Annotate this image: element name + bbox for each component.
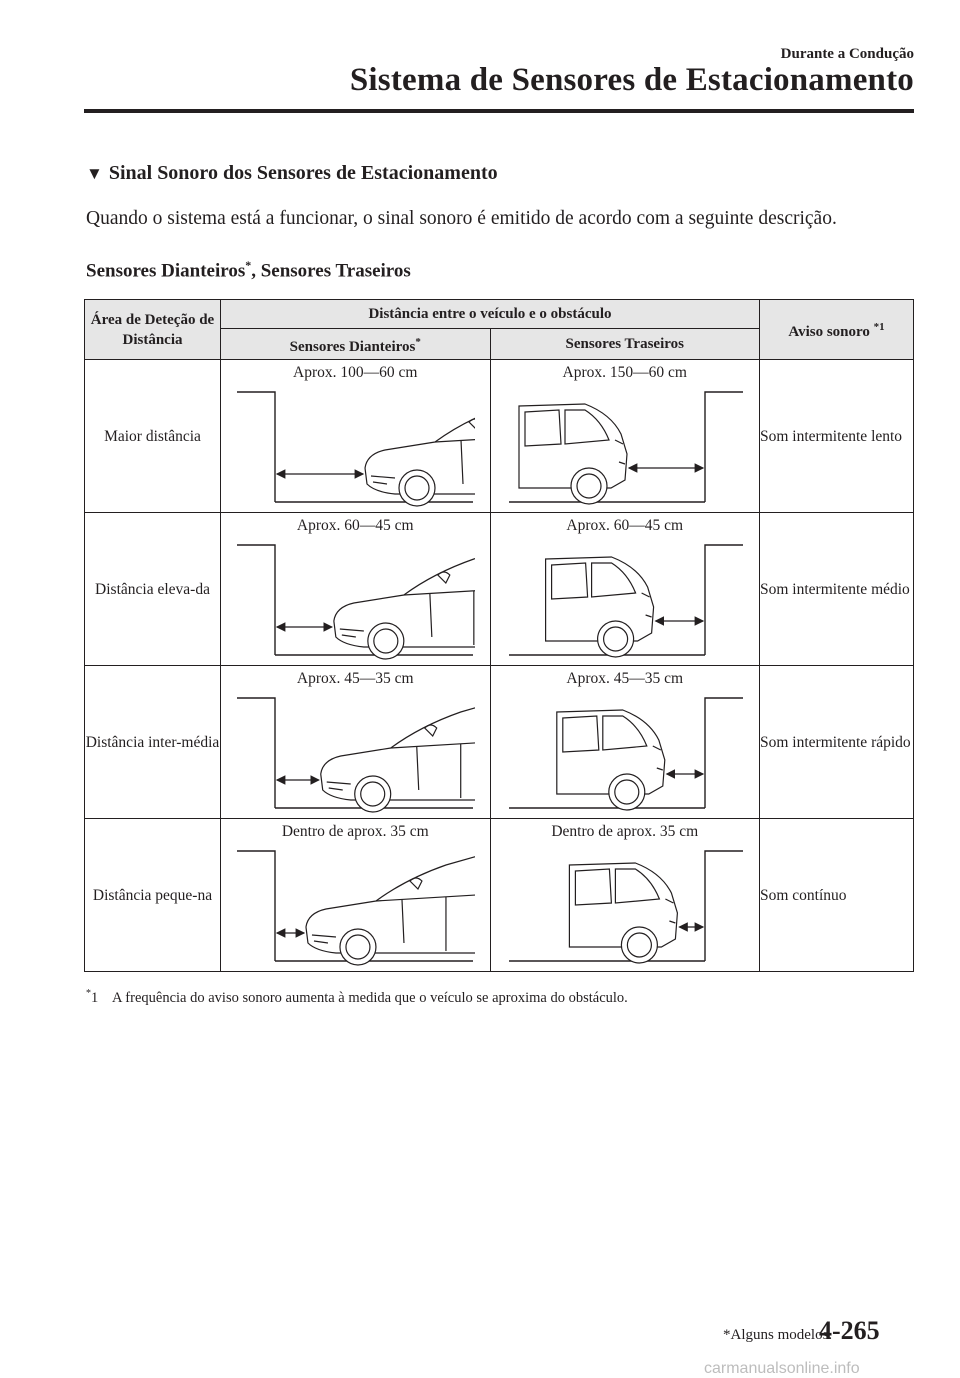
rear-sensor-cell xyxy=(490,513,760,666)
front-sensor-illustration xyxy=(235,843,475,969)
chapter-label: Durante a Condução xyxy=(780,46,914,62)
rear-sensors-header: Sensores Traseiros xyxy=(490,329,760,360)
front-range-label: Aprox. 45—35 cm xyxy=(296,670,414,687)
table-row xyxy=(85,819,914,972)
subheading-asterisk: * xyxy=(245,258,252,272)
area-cell: Distância inter-média xyxy=(85,666,221,819)
rear-sensor-illustration xyxy=(505,690,745,816)
header-divider xyxy=(84,109,914,113)
front-range-label: Dentro de aprox. 35 cm xyxy=(281,823,429,840)
sensors-subheading xyxy=(86,258,411,282)
warning-header-note: *1 xyxy=(873,321,885,333)
front-sensors-header xyxy=(221,329,491,360)
obstacle-wall xyxy=(237,851,275,961)
rear-sensor-cell xyxy=(490,819,760,972)
front-sensors-header-text: Sensores Dianteiros xyxy=(289,338,416,355)
page-number: 4-265 xyxy=(819,1316,880,1345)
warning-cell: Som intermitente rápido xyxy=(760,666,914,819)
front-range-label: Aprox. 60—45 cm xyxy=(296,517,414,534)
front-car xyxy=(321,702,475,812)
rear-car xyxy=(519,404,627,504)
obstacle-wall xyxy=(705,851,743,961)
rear-sensor-cell xyxy=(490,360,760,513)
obstacle-wall xyxy=(705,545,743,655)
area-cell: Distância eleva-da xyxy=(85,513,221,666)
rear-range-label: Aprox. 45—35 cm xyxy=(566,670,684,687)
table-row xyxy=(85,513,914,666)
front-sensor-cell xyxy=(221,666,491,819)
front-sensor-illustration xyxy=(235,690,475,816)
triangle-marker-icon: ▼ xyxy=(86,164,103,183)
rear-range-label: Aprox. 150—60 cm xyxy=(562,364,687,381)
warning-header-text: Aviso sonoro xyxy=(788,324,870,340)
footnote-number: 1 xyxy=(91,989,99,1006)
rear-sensor-illustration xyxy=(505,537,745,663)
front-car xyxy=(365,396,475,506)
watermark: carmanualsonline.info xyxy=(704,1360,860,1377)
obstacle-wall xyxy=(237,545,275,655)
front-car xyxy=(306,855,475,965)
warning-cell: Som intermitente lento xyxy=(760,360,914,513)
rear-sensor-illustration xyxy=(505,843,745,969)
footnote xyxy=(86,988,628,1007)
rear-range-label: Dentro de aprox. 35 cm xyxy=(551,823,699,840)
section-heading-text: Sinal Sonoro dos Sensores de Estacionamento xyxy=(108,162,498,184)
front-sensor-cell xyxy=(221,819,491,972)
distance-group-header: Distância entre o veículo e o obstáculo xyxy=(221,300,760,329)
front-sensor-cell xyxy=(221,360,491,513)
front-sensor-cell xyxy=(221,513,491,666)
footnote-marker xyxy=(86,988,112,1007)
warning-sound-table xyxy=(84,299,914,972)
obstacle-wall xyxy=(705,698,743,808)
warning-cell: Som intermitente médio xyxy=(760,513,914,666)
rear-range-label: Aprox. 60—45 cm xyxy=(566,517,684,534)
some-models-note: *Alguns modelos. xyxy=(723,1327,833,1343)
warning-cell: Som contínuo xyxy=(760,819,914,972)
section-heading xyxy=(86,162,498,185)
area-cell: Distância peque-na xyxy=(85,819,221,972)
rear-sensor-illustration xyxy=(505,384,745,510)
front-sensors-asterisk: * xyxy=(415,335,421,348)
front-sensor-illustration xyxy=(235,384,475,510)
intro-paragraph: Quando o sistema está a funcionar, o sinal sonoro é emitido de acordo com a seguinte descrição. xyxy=(86,208,837,229)
rear-sensor-cell xyxy=(490,666,760,819)
obstacle-wall xyxy=(237,392,275,502)
footnote-text: A frequência do aviso sonoro aumenta à medida que o veículo se aproxima do obstáculo. xyxy=(112,989,628,1006)
table-row xyxy=(85,666,914,819)
page-title: Sistema de Sensores de Estacionamento xyxy=(349,62,914,98)
obstacle-wall xyxy=(705,392,743,502)
footnote-asterisk: * xyxy=(86,988,91,999)
rear-car xyxy=(569,863,677,963)
table-row xyxy=(85,360,914,513)
rear-car xyxy=(557,710,665,810)
warning-column-header xyxy=(760,300,914,360)
front-car xyxy=(334,549,475,659)
obstacle-wall xyxy=(237,698,275,808)
subheading-rest: , Sensores Traseiros xyxy=(251,260,411,282)
area-cell: Maior distância xyxy=(85,360,221,513)
front-sensor-illustration xyxy=(235,537,475,663)
front-range-label: Aprox. 100—60 cm xyxy=(293,364,418,381)
area-column-header: Área de Deteção de Distância xyxy=(85,300,221,360)
rear-car xyxy=(545,557,653,657)
subheading-front: Sensores Dianteiros xyxy=(86,260,246,282)
